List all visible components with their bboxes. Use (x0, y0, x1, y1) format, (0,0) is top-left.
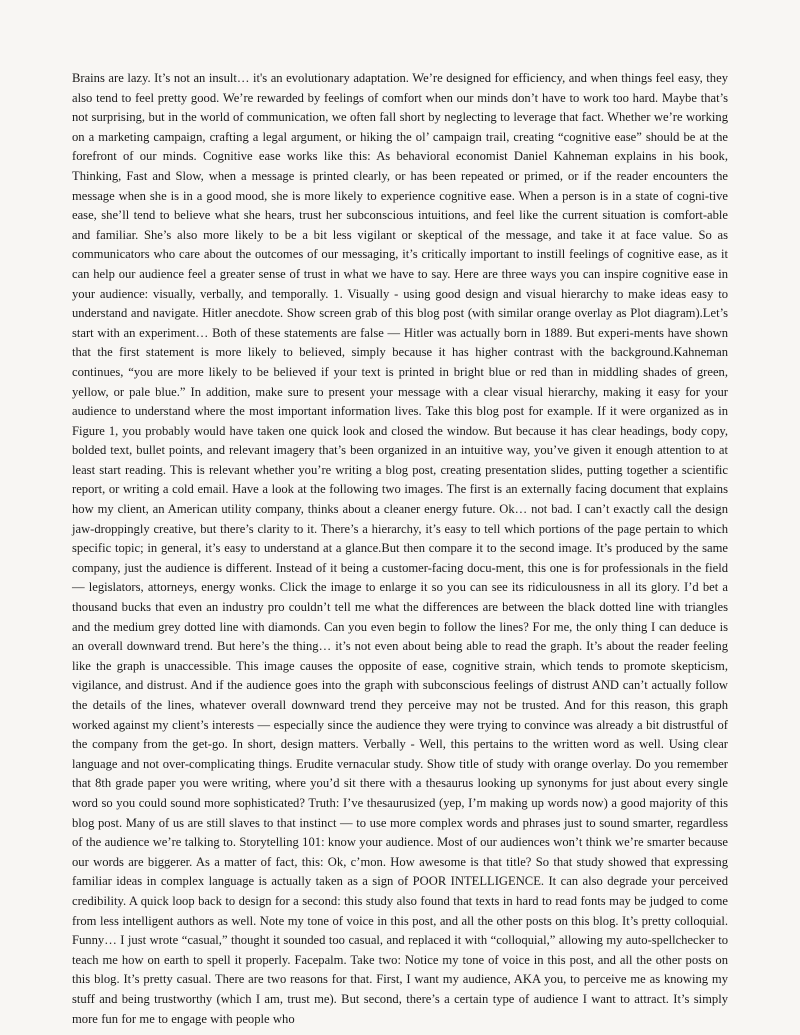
body-paragraph: Brains are lazy. It’s not an insult… it's an evolutionary adaptation. We’re designed for efficiency, and when things feel easy, they also tend to feel pretty good. We’re rewarded by feelings of comfort when our minds don’t have to work too hard. Maybe that’s not surprising, but in the world of communication, we often fall short by neglecting to leverage that fact. Whether we’re working on a marketing campaign, crafting a legal argument, or hiking the ol’ campaign trail, creating “cognitive ease” should be at the forefront of our minds. Cognitive ease works like this: As behavioral economist Daniel Kahneman explains in his book, Thinking, Fast and Slow, when a message is printed clearly, or has been repeated or primed, or if the reader encounters the message when she is in a good mood, she is more likely to experience cognitive ease. When a person is in a state of cogni-tive ease, she’ll tend to believe what she hears, trust her subconscious intuitions, and feel like the current situation is comfort-able and familiar. She’s also more likely to be a bit less vigilant or skeptical of the message, and take it at face value. So as communicators who care about the outcomes of our messaging, it’s critically important to instill feelings of cognitive ease, as it can help our audience feel a greater sense of trust in what we have to say. Here are three ways you can inspire cognitive ease in your audience: visually, verbally, and temporally. 1. Visually - using good design and visual hierarchy to make ideas easy to understand and navigate. Hitler anecdote. Show screen grab of this blog post (with similar orange overlay as Plot diagram).Let’s start with an experiment… Both of these statements are false — Hitler was actually born in 1889. But experi-ments have shown that the first statement is more likely to believed, simply because it has higher contrast with the background.Kahneman continues, “you are more likely to be believed if your text is printed in bright blue or red than in middling shades of green, yellow, or pale blue.” In addition, make sure to present your message with a clear visual hierarchy, making it easy for your audience to understand where the most important information lives. Take this blog post for example. If it were organized as in Figure 1, you probably would have taken one quick look and closed the window. But because it has clear headings, body copy, bolded text, bullet points, and relevant imagery that’s been organized in an intuitive way, you’ve given it enough attention to at least start reading. This is relevant whether you’re writing a blog post, creating presentation slides, putting together a scientific report, or writing a cold email. Have a look at the following two images. The first is an externally facing document that explains how my client, an American utility company, thinks about a cleaner energy future. Ok… not bad. I can’t exactly call the design jaw-droppingly creative, but there’s clarity to it. There’s a hierarchy, it’s easy to tell which portions of the page pertain to which specific topic; in general, it’s easy to understand at a glance.But then compare it to the second image. It’s produced by the same company, just the audience is different. Instead of it being a customer-facing docu-ment, this one is for professionals in the field — legislators, attorneys, energy wonks. Click the image to enlarge it so you can see its ridiculousness in all its glory. I’d bet a thousand bucks that even an industry pro couldn’t tell me what the differences are between the black dotted line with triangles and the medium grey dotted line with diamonds. Can you even begin to follow the lines? For me, the only thing I can deduce is an overall downward trend. But here’s the thing… it’s not even about being able to read the graph. It’s about the reader feeling like the graph is unaccessible. This image causes the opposite of ease, cognitive strain, which tends to promote skepticism, vigilance, and distrust. And if the audience goes into the graph with subconscious feelings of distrust AND can’t actually follow the details of the lines, whatever overall downward trend they perceive may not be trusted. And for this reason, this graph worked against my client’s interests — especially since the audience they were trying to convince was already a bit distrustful of the company from the get-go. In short, design matters. Verbally - Well, this pertains to the written word as well. Using clear language and not over-complicating things. Erudite vernacular study. Show title of study with orange overlay. Do you remember that 8th grade paper you were writing, where you’d sit there with a thesaurus looking up synonyms for just about every single word so you could sound more sophisticated? Truth: I’ve thesaurusized (yep, I’m making up words now) a good majority of this blog post. Many of us are still slaves to that instinct — to use more complex words and phrases just to sound smarter, regardless of the audience we’re talking to. Storytelling 101: know your audience. Most of our audiences won’t think we’re smarter because our words are biggerer. As a matter of fact, this: Ok, c’mon. How awesome is that title? So that study showed that expressing familiar ideas in complex language is actually taken as a sign of POOR INTELLIGENCE. It can also degrade your perceived credibility. A quick loop back to design for a second: this study also found that texts in hard to read fonts may be judged to come from less intelligent authors as well. Note my tone of voice in this post, and all the other posts on this blog. It’s pretty colloquial. Funny… I just wrote “casual,” thought it sounded too casual, and replaced it with “colloquial,” allowing my auto-spellchecker to teach me how on earth to spell it properly. Facepalm. Take two: Notice my tone of voice in this post, and all the other posts on this blog. It’s pretty casual. There are two reasons for that. First, I want my audience, AKA you, to perceive me as knowing my stuff and being trustworthy (which I am, trust me). But second, there’s a certain type of audience I want to attract. It’s simply more fun for me to engage with people who (72, 71, 728, 1026)
document-page (72, 69, 728, 1029)
